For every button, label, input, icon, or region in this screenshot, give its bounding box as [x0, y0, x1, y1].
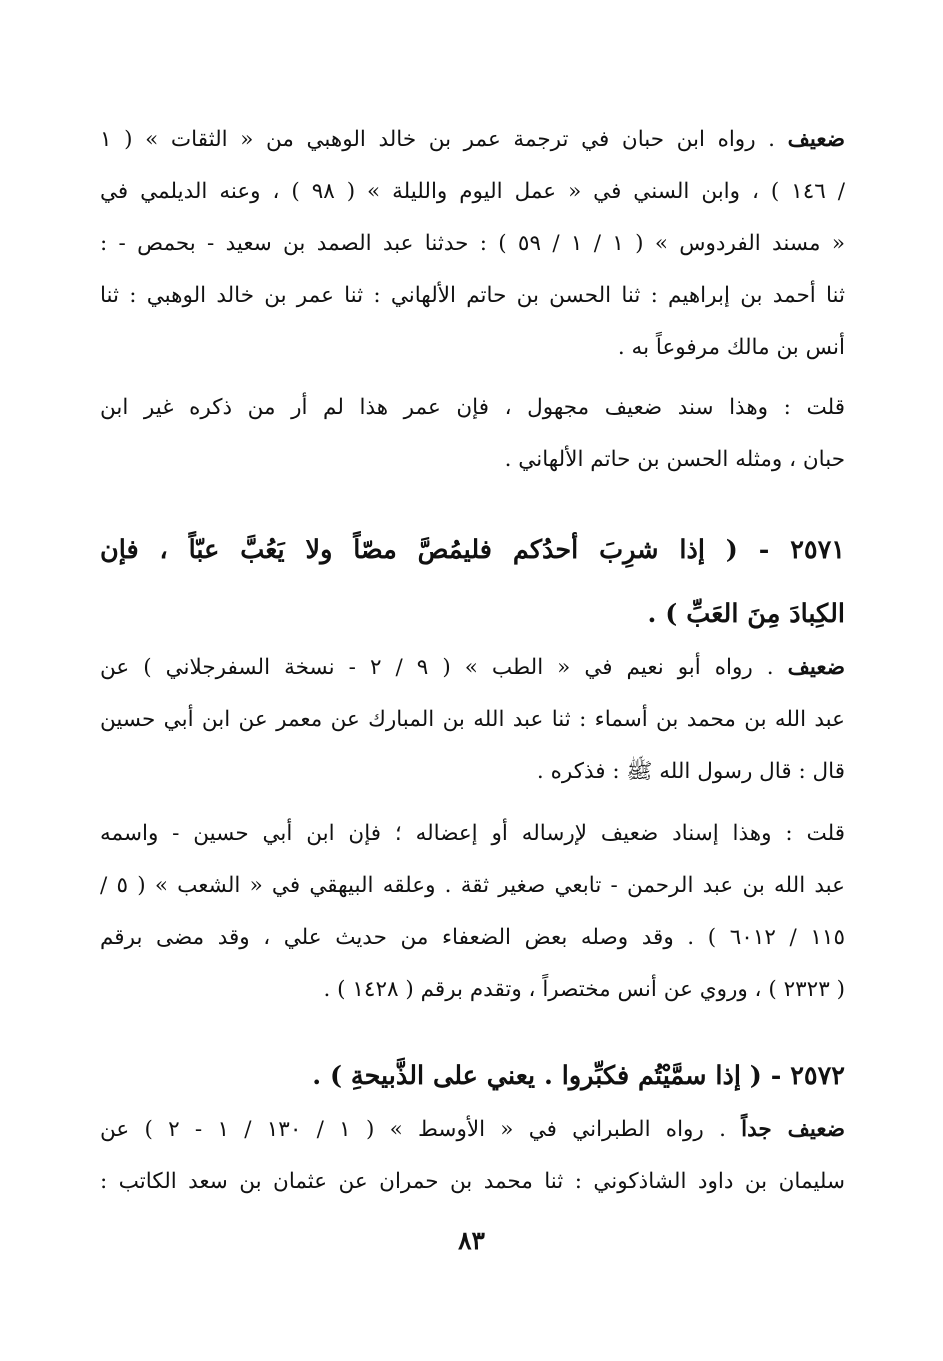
heading-line: ٢٥٧٢ - ( إذا سمَّيْتُم فكبِّروا . يعني على الذَّبيحةِ ) .	[312, 1061, 845, 1091]
page-number: ٨٣	[458, 1226, 485, 1255]
hadith-heading-2571	[100, 518, 845, 646]
grade-label: ضعيف جداً	[741, 1117, 845, 1142]
grade-label: ضعيف	[787, 127, 845, 152]
text-line: قال : قال رسول الله ﷺ : فذكره .	[536, 759, 845, 784]
heading-line: ٢٥٧١ - ( إذا شرِبَ أحدُكم فليمُصَّ مصّاً ولا يَعُبَّ عبّاً ، فإن	[100, 535, 845, 565]
heading-line: الكِبادَ مِنَ العَبِّ ) .	[647, 599, 845, 629]
grade-label: ضعيف	[787, 655, 845, 680]
paragraph-2	[100, 382, 845, 486]
text-line: ( ٢٣٢٣ ) ، وروي عن أنس مختصراً ، وتقدم برقم ( ١٤٢٨ ) .	[323, 977, 845, 1002]
text-line: حبان ، ومثله الحسن بن حاتم الألهاني .	[504, 447, 845, 472]
text-line: « مسند الفردوس » ( ١ / ١ / ٥٩ ) : حدثنا عبد الصمد بن سعيد - بحمص - :	[100, 231, 845, 256]
text-line: أنس بن مالك مرفوعاً به .	[617, 335, 845, 360]
text-line: ضعيف جداً . رواه الطبراني في « الأوسط » ( ١ / ١٣٠ / ١ - ٢ ) عن	[100, 1117, 845, 1142]
hadith-heading-2572	[100, 1044, 845, 1108]
text-line: عبد الله بن محمد بن أسماء : ثنا عبد الله بن المبارك عن معمر عن ابن أبي حسين	[100, 707, 845, 732]
text-line: قلت : وهذا سند ضعيف مجهول ، فإن عمر هذا لم أر من ذكره غير ابن	[100, 395, 845, 420]
paragraph-5	[100, 1104, 845, 1208]
text-line: ثنا أحمد بن إبراهيم : ثنا الحسن بن حاتم الألهاني : ثنا عمر بن خالد الوهبي : ثنا	[100, 283, 845, 308]
text-line: / ١٤٦ ) ، وابن السني في « عمل اليوم والليلة » ( ٩٨ ) ، وعنه الديلمي في	[100, 179, 845, 204]
text-line: سليمان بن داود الشاذكوني : ثنا محمد بن حمران عن عثمان بن سعد الكاتب :	[100, 1169, 845, 1194]
paragraph-4	[100, 808, 845, 1016]
paragraph-1	[100, 114, 845, 374]
text-line: ١١٥ / ٦٠١٢ ) . وقد وصله بعض الضعفاء من حديث علي ، وقد مضى برقم	[100, 925, 845, 950]
text-line: قلت : وهذا إسناد ضعيف لإرساله أو إعضاله ؛ فإن ابن أبي حسين - واسمه	[100, 821, 845, 846]
text-line: ضعيف . رواه ابن حبان في ترجمة عمر بن خالد الوهبي من « الثقات » ( ١	[100, 127, 845, 152]
text-line: ضعيف . رواه أبو نعيم في « الطب » ( ٩ / ٢ - نسخة السفرجلاني ) عن	[100, 655, 845, 680]
paragraph-3	[100, 642, 845, 798]
text-line: عبد الله بن عبد الرحمن - تابعي صغير ثقة . وعلقه البيهقي في « الشعب » ( ٥ /	[100, 873, 845, 898]
